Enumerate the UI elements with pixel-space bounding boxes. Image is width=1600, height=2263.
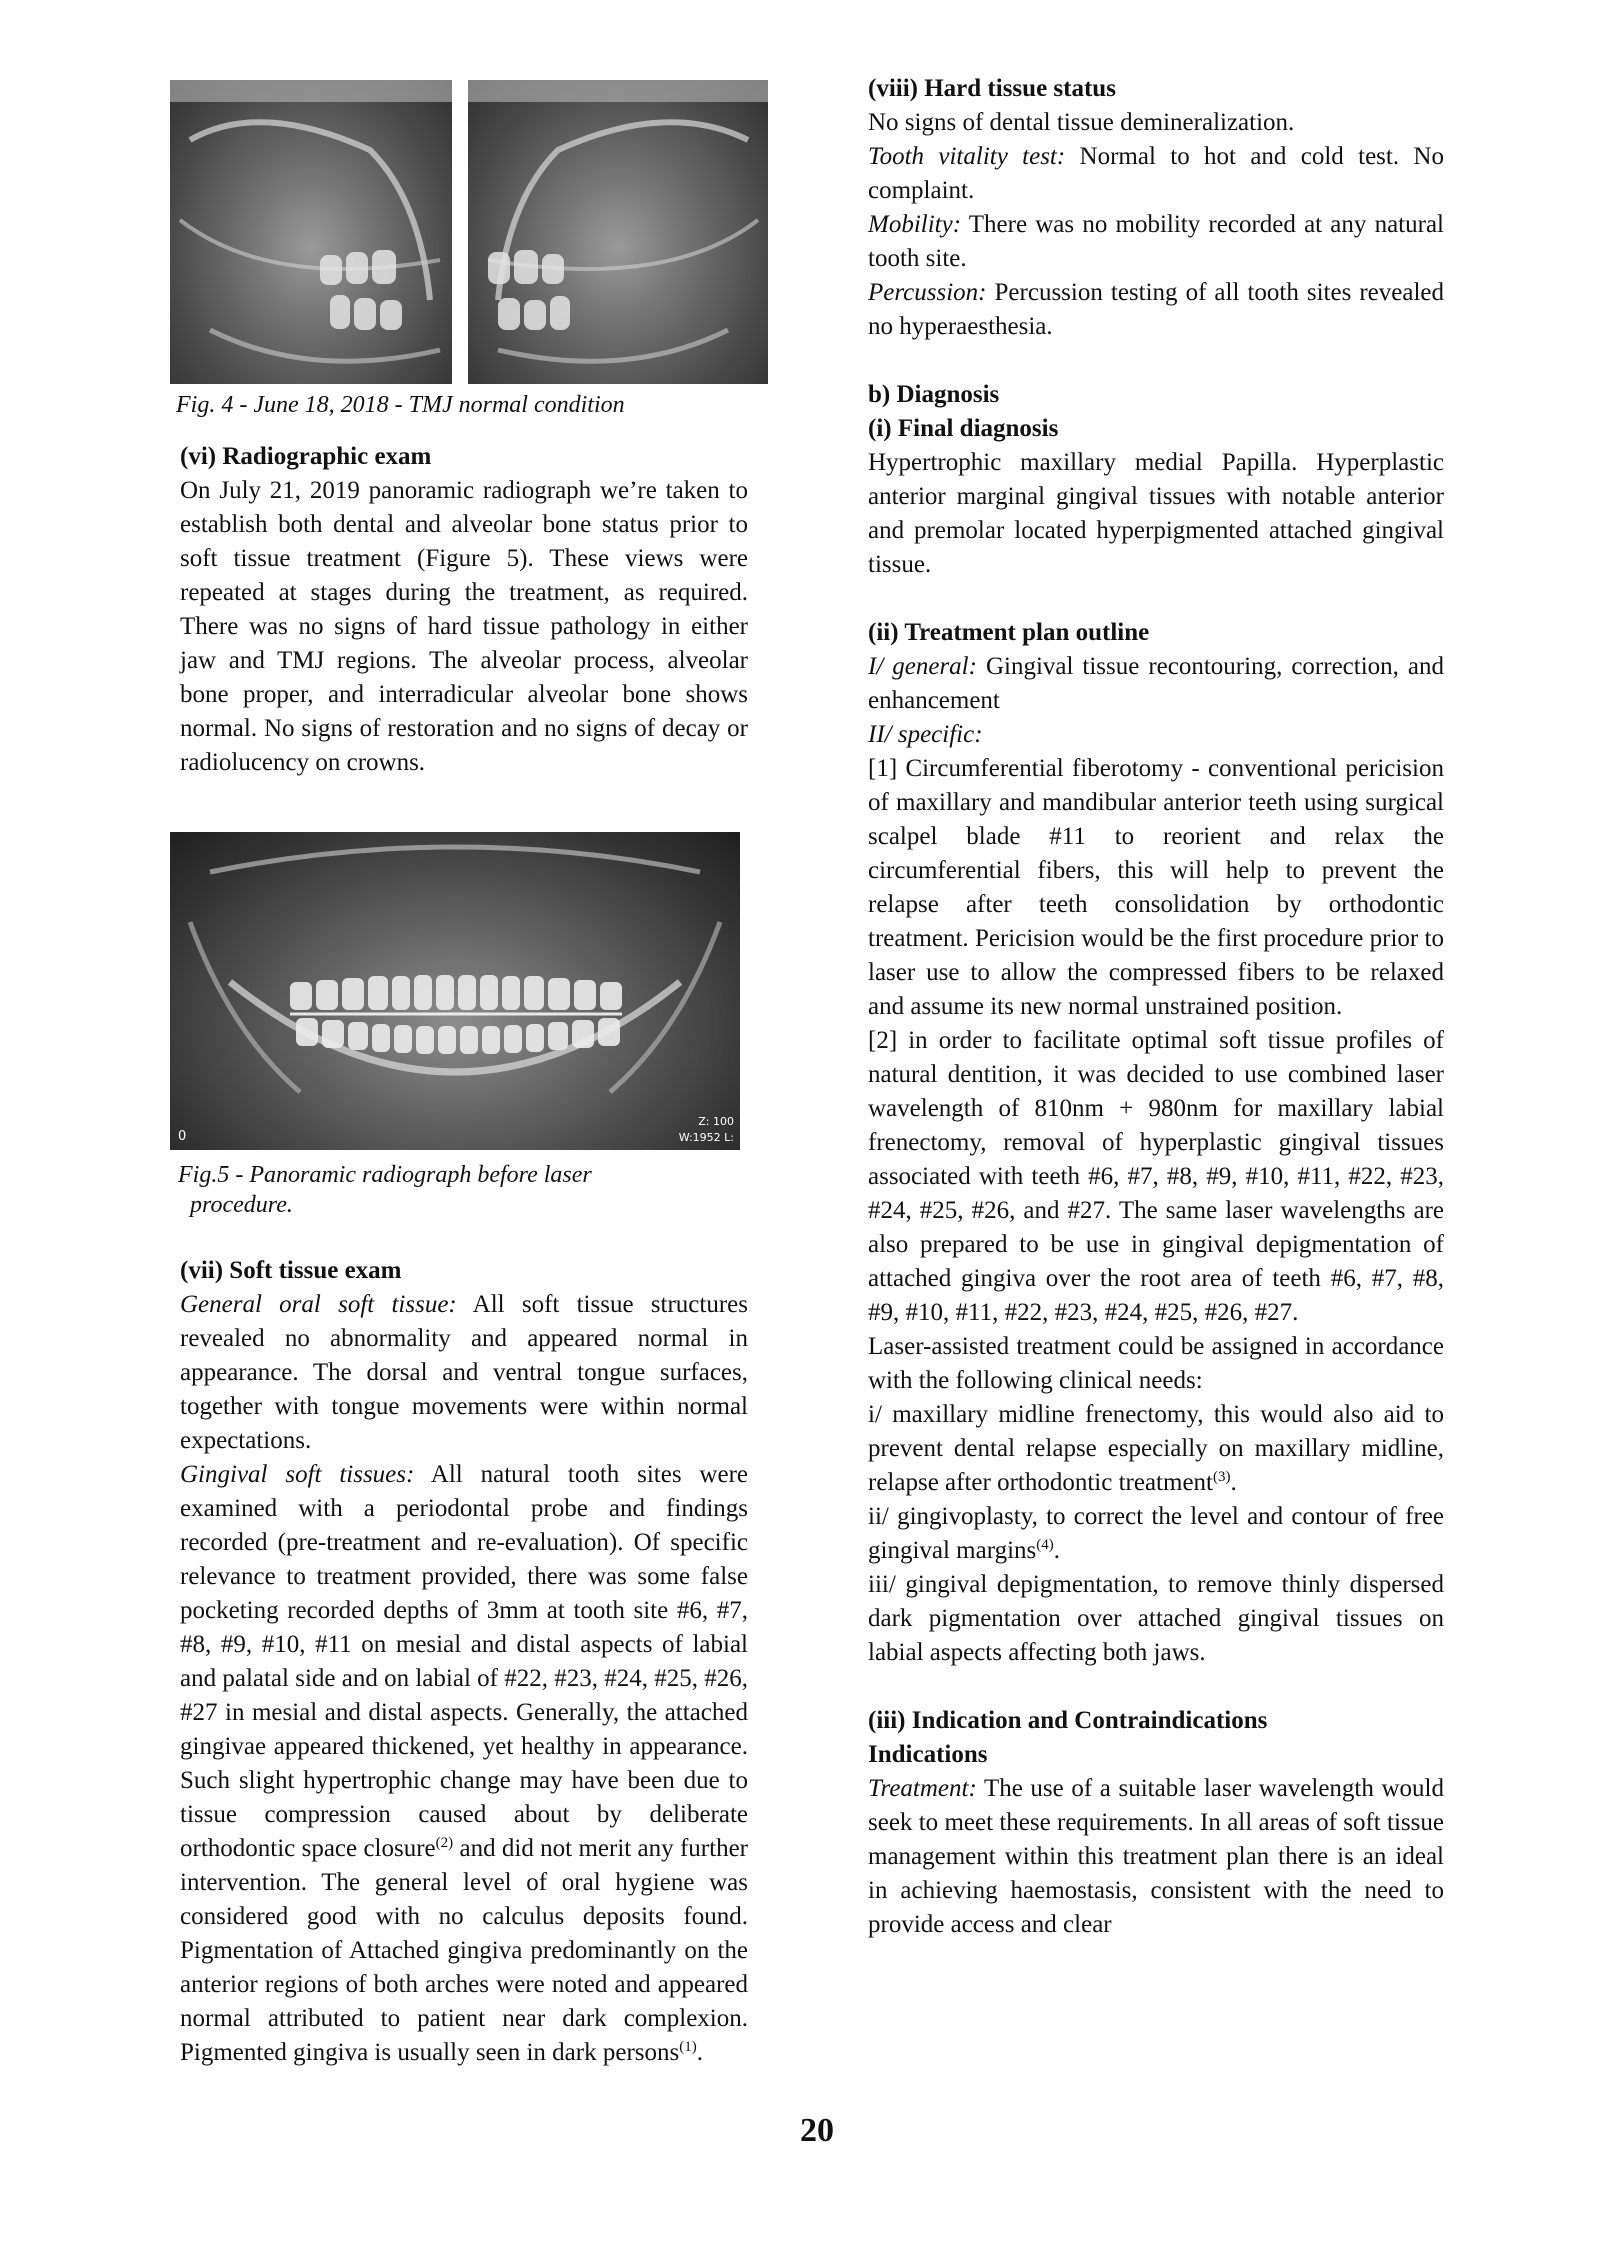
clinical-need-1: i/ maxillary midline frenectomy, this would also aid to prevent dental relapse especially on maxillary midline, relapse after orthodontic treatment$^{(3)}$. [868, 1401, 1444, 1496]
fig5-caption [178, 1160, 738, 1220]
final-diagnosis-heading: (i) Final diagnosis [868, 415, 1059, 442]
reference-3: (3) [1212, 1469, 1231, 1485]
need-2-text: ii/ gingivoplasty, to correct the level and contour of free gingival margins [868, 1503, 1444, 1564]
mobility-label: Mobility: [868, 211, 962, 238]
section-text: On July 21, 2019 panoramic radiograph we’re taken to establish both dental and alveolar bone status prior to soft tissue treatment (Figure 5). These views were repeated at stages during the treatment, as required. There was no signs of hard tissue pathology in either jaw and TMJ regions. The alveolar process, alveolar bone proper, and interradicular alveolar bone shows normal. No signs of restoration and no signs of decay or radiolucency on crowns. [180, 477, 748, 776]
plan-item-1: [1] Circumferential fiberotomy - conventional pericision of maxillary and mandibular anterior teeth using surgical scalpel blade #11 to reorient and relax the circumferential fibers, this will help to prevent the relapse after teeth consolidation by orthodontic treatment. Pericision would be the first procedure prior to laser use to allow the compressed fibers to be relaxed and assume its new normal unstrained position. [868, 755, 1444, 1020]
gingival-label: Gingival soft tissues: [180, 1461, 415, 1488]
treatment-indication-paragraph [868, 1772, 1444, 1942]
indication-heading: (iii) Indication and Contraindications [868, 1707, 1268, 1734]
general-label: General oral soft tissue: [180, 1291, 457, 1318]
vitality-text: Normal to hot and cold test. No complaint. [868, 143, 1444, 204]
section-heading: (vi) Radiographic exam [180, 443, 432, 470]
fig4-radiograph-right [468, 80, 768, 384]
percussion-text: Percussion testing of all tooth sites revealed no hyperaesthesia. [868, 279, 1444, 340]
reference-1: (1) [679, 2039, 697, 2055]
page-number: 20 [800, 2112, 834, 2149]
demineralization-line: No signs of dental tissue demineralization. [868, 109, 1295, 136]
laser-intro: Laser-assisted treatment could be assigned in accordance with the following clinical needs: [868, 1333, 1444, 1394]
final-diagnosis-text: Hypertrophic maxillary medial Papilla. Hyperplastic anterior marginal gingival tissues with notable anterior and premolar located hyperpigmented attached gingival tissue. [868, 449, 1444, 578]
treatment-label: Treatment: [868, 1775, 977, 1802]
percussion-paragraph [868, 276, 1444, 344]
fig4-radiograph-left [170, 80, 452, 384]
mobility-paragraph [868, 208, 1444, 276]
gingival-text-b: and did not merit any further intervention. The general level of oral hygiene was considered good with no calculus deposits found. Pigmentation of Attached gingiva predominantly on the anterior regions of both arches were noted and appeared normal attributed to patient near dark complexion. Pigmented gingiva is usually seen in dark persons [180, 1835, 748, 2066]
plan-item-2: [2] in order to facilitate optimal soft tissue profiles of natural dentition, it was decided to use combined laser wavelength of 810nm + 980nm for maxillary labial frenectomy, removal of hyperplastic gingival tissues associated with teeth #6, #7, #8, #9, #10, #11, #22, #23, #24, #25, #26, and #27. The same laser wavelengths are also prepared to be use in gingival depigmentation of attached gingiva over the root area of teeth #6, #7, #8, #9, #10, #11, #22, #23, #24, #25, #26, #27. [868, 1027, 1444, 1326]
fig5-corner-label-right-2: W:1952 L: [678, 1131, 734, 1144]
mobility-text: There was no mobility recorded at any natural tooth site. [868, 211, 1444, 272]
gingival-end: . [696, 2039, 703, 2066]
clinical-need-2: ii/ gingivoplasty, to correct the level and contour of free gingival margins$^{(4)}$. [868, 1503, 1444, 1564]
general-plan-text: Gingival tissue recontouring, correction, and enhancement [868, 653, 1444, 714]
diagnosis-heading: b) Diagnosis [868, 381, 1000, 408]
section-heading: (vii) Soft tissue exam [180, 1257, 402, 1284]
specific-plan-label: II/ specific: [868, 721, 983, 748]
treatment-text: The use of a suitable laser wavelength would seek to meet these requirements. In all areas of soft tissue management within this treatment plan there is an ideal in achieving haemostasis, consistent with the need to provide access and clear [868, 1775, 1444, 1938]
clinical-need-3: iii/ gingival depigmentation, to remove thinly dispersed dark pigmentation over attached gingival tissues on labial aspects affecting both jaws. [868, 1571, 1444, 1666]
general-text: All soft tissue structures revealed no abnormality and appeared normal in appearance. The dorsal and ventral tongue surfaces, together with tongue movements were within normal expectations. [180, 1291, 748, 1454]
fig5-panoramic-radiograph [170, 832, 740, 1150]
fig5-corner-label-right-1: Z: 100 [698, 1115, 734, 1128]
general-oral-soft-tissue-paragraph [180, 1288, 748, 1458]
fig5-caption-line1: Fig.5 - Panoramic radiograph before laser [178, 1162, 592, 1188]
section-soft-tissue-exam [180, 1254, 748, 2070]
indications-subheading: Indications [868, 1741, 988, 1768]
fig5-corner-label-left: 0 [178, 1129, 187, 1144]
percussion-label: Percussion: [868, 279, 987, 306]
reference-4: (4) [1036, 1537, 1054, 1553]
section-heading: (viii) Hard tissue status [868, 75, 1116, 102]
gingival-text-a: All natural tooth sites were examined with a periodontal probe and findings recorded (pre-treatment and re-evaluation). Of specific relevance to treatment provided, there was some false pocketing recorded depths of 3mm at tooth site #6, #7, #8, #9, #10, #11 on mesial and distal aspects of labial and palatal side and on labial of #22, #23, #24, #25, #26, #27 in mesial and distal aspects. Generally, the attached gingivae appeared thickened, yet healthy in appearance. Such slight hypertrophic change may have been due to tissue compression caused about by deliberate orthodontic space closure [180, 1461, 748, 1862]
need-1-text: i/ maxillary midline frenectomy, this would also aid to prevent dental relapse especially on maxillary midline, relapse after orthodontic treatment [868, 1401, 1444, 1496]
general-plan-label: I/ general: [868, 653, 977, 680]
gingival-soft-tissue-paragraph [180, 1458, 748, 2070]
section-hard-tissue-status [868, 72, 1444, 1942]
section-radiographic-exam [180, 440, 748, 780]
fig5-caption-line2: procedure. [190, 1192, 293, 1218]
fig4-caption: Fig. 4 - June 18, 2018 - TMJ normal condition [176, 392, 625, 418]
general-plan-paragraph [868, 650, 1444, 718]
vitality-label: Tooth vitality test: [868, 143, 1066, 170]
reference-2: (2) [435, 1835, 454, 1851]
treatment-plan-heading: (ii) Treatment plan outline [868, 619, 1150, 646]
tooth-vitality-paragraph [868, 140, 1444, 208]
